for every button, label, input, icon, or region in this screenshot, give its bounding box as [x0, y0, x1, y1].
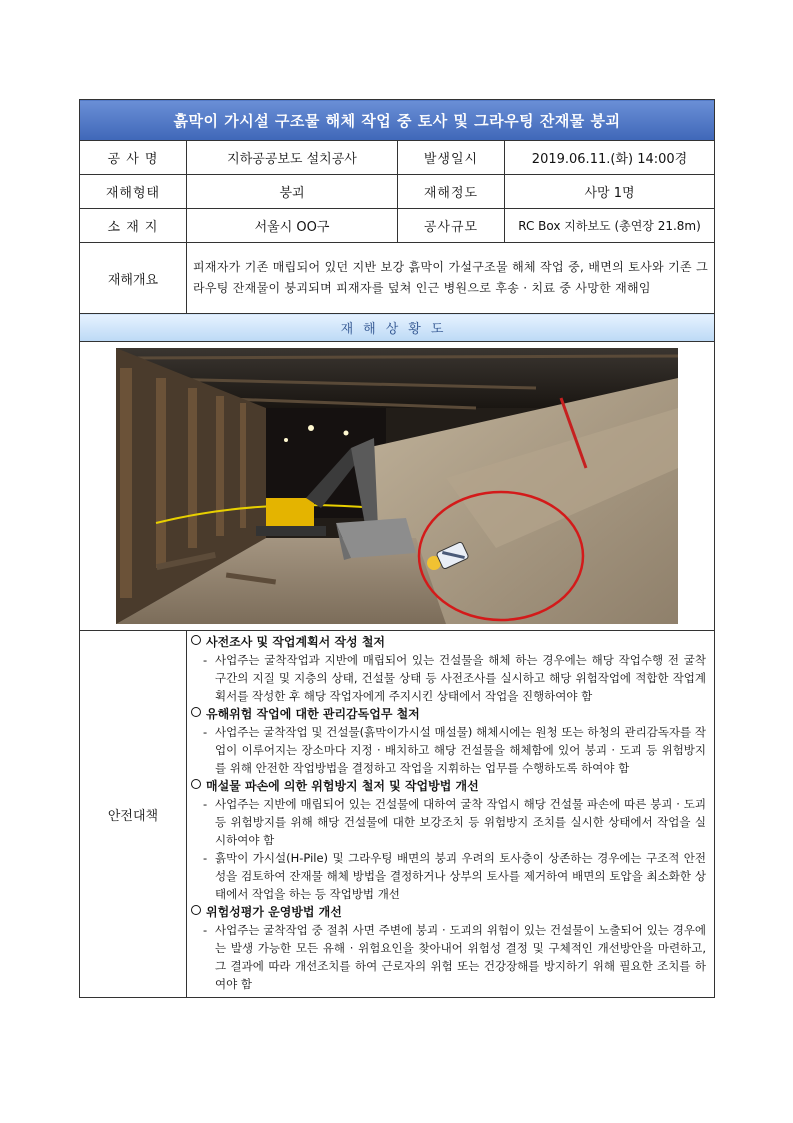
safety-section-title: 유해위험 작업에 대한 관리감독업무 철저 [191, 705, 708, 723]
accident-type-value: 붕괴 [187, 175, 398, 209]
safety-measures-content [187, 631, 715, 998]
safety-section-2 [191, 705, 708, 777]
accident-type-label: 재해형태 [80, 175, 187, 209]
accident-report-sheet [79, 99, 714, 998]
circle-bullet-icon [191, 779, 201, 789]
safety-section-title: 매설물 파손에 의한 위험방지 철저 및 작업방법 개선 [191, 777, 708, 795]
project-name-label: 공 사 명 [80, 141, 187, 175]
location-value: 서울시 OO구 [187, 209, 398, 243]
safety-item: - 사업주는 굴착작업과 지반에 매립되어 있는 건설물을 해체 하는 경우에는 해당 작업수행 전 굴착 구간의 지질 및 지층의 상태, 건설물 상태 등 사전조사를 실시하고 해당 위험작업에 적합한 작업계획서를 작성한 후 해당 작업자에게 주지시킨 상태에서 작업을 진행하여야 함 [203, 653, 707, 703]
accident-scene-photo [116, 348, 678, 624]
summary-label: 재해개요 [80, 243, 187, 314]
safety-item: - 사업주는 굴착작업 및 건설물(흙막이가시설 매설물) 해체시에는 원청 또는 하청의 관리감독자를 작업이 이루어지는 장소마다 지정 · 배치하고 해당 건설물을 해체함에 있어 붕괴 · 도괴 등 위험방지를 위해 안전한 작업방법을 결정하고 작업을 지휘하는 업무를 수행하도록 하여야 함 [203, 725, 707, 775]
project-name-value: 지하공공보도 설치공사 [187, 141, 398, 175]
safety-item: - 사업주는 굴착작업 중 절취 사면 주변에 붕괴 · 도괴의 위험이 있는 건설물이 노출되어 있는 경우에는 발생 가능한 모든 유해 · 위험요인을 찾아내어 위험성 결정 및 구체적인 개선방안을 마련하고, 그 결과에 따라 개선조치를 하여 근로자의 위험 또는 건강장해를 방지하기 위해 필요한 조치를 하여야 함 [203, 923, 707, 991]
location-label: 소 재 지 [80, 209, 187, 243]
safety-item: - 흙막이 가시설(H-Pile) 및 그라우팅 배면의 붕괴 우려의 토사층이 상존하는 경우에는 구조적 안전성을 검토하여 잔재물 해체 방법을 결정하거나 상부의 토사를 제거하여 배면의 토압을 최소화한 상태에서 작업을 하는 등 작업방법 개선 [203, 851, 707, 901]
situation-diagram-band: 재해상황도 [80, 314, 715, 342]
circle-bullet-icon [191, 635, 201, 645]
report-title: 흙막이 가시설 구조물 해체 작업 중 토사 및 그라우팅 잔재물 붕괴 [80, 100, 715, 141]
safety-section-4 [191, 903, 708, 993]
occurrence-date-value: 2019.06.11.(화) 14:00경 [505, 141, 715, 175]
safety-section-3 [191, 777, 708, 903]
report-table [79, 99, 715, 998]
severity-label: 재해정도 [398, 175, 505, 209]
safety-section-title: 사전조사 및 작업계획서 작성 철저 [191, 633, 708, 651]
project-scale-label: 공사규모 [398, 209, 505, 243]
circle-bullet-icon [191, 707, 201, 717]
severity-value: 사망 1명 [505, 175, 715, 209]
project-scale-value: RC Box 지하보도 (총연장 21.8m) [505, 209, 715, 243]
occurrence-date-label: 발생일시 [398, 141, 505, 175]
safety-measures-label: 안전대책 [80, 631, 187, 998]
safety-section-title: 위험성평가 운영방법 개선 [191, 903, 708, 921]
safety-item: - 사업주는 지반에 매립되어 있는 건설물에 대하여 굴착 작업시 해당 건설물 파손에 따른 붕괴 · 도괴 등 위험방지를 위해 해당 건설물에 대한 보강조치 등 위험방지 조치를 실시한 상태에서 작업을 실시하여야 함 [203, 797, 707, 847]
circle-bullet-icon [191, 905, 201, 915]
safety-section-1 [191, 633, 708, 705]
summary-text: 피재자가 기존 매립되어 있던 지반 보강 흙막이 가설구조물 해체 작업 중, 배면의 토사와 기존 그라우팅 잔재물이 붕괴되며 피재자를 덮쳐 인근 병원으로 후송 · 치료 중 사망한 재해임 [187, 243, 715, 314]
situation-photo-cell [80, 342, 715, 631]
